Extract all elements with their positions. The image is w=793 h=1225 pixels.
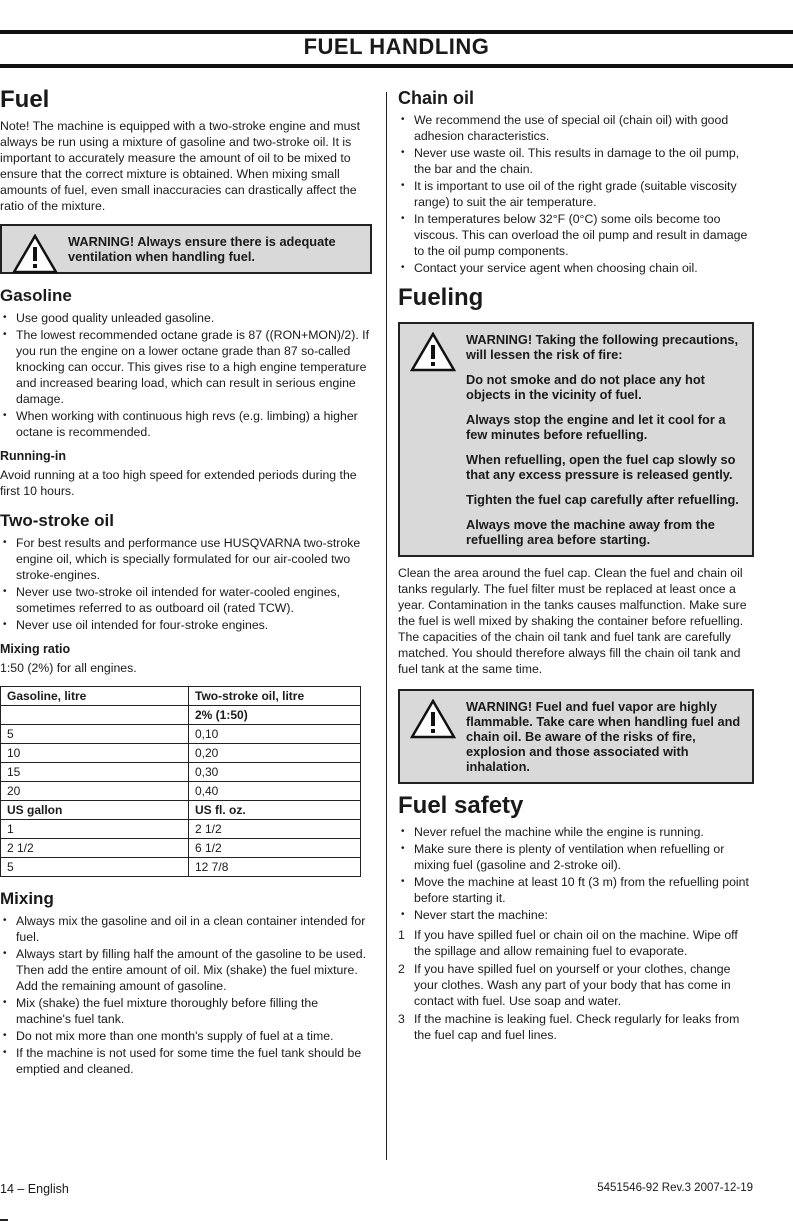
- warning-line: Tighten the fuel cap carefully after refuelling.: [466, 492, 739, 507]
- numbered-item: 1 If you have spilled fuel or chain oil on the machine. Wipe off the spillage and allow remaining fuel to evaporate.: [398, 928, 738, 958]
- mixing-list: [0, 913, 372, 1077]
- two-stroke-oil-list: [0, 535, 372, 633]
- list-item: • Move the machine at least 10 ft (3 m) from the refuelling point before starting it.: [398, 874, 754, 906]
- warning-triangle-icon: [410, 332, 456, 372]
- table-cell: 0,40: [189, 782, 361, 801]
- chain-oil-heading: Chain oil: [398, 88, 474, 108]
- fuel-safety-list: [398, 824, 754, 923]
- header-bottom-rule: [0, 64, 793, 68]
- warning-line: Do not smoke and do not place any hot objects in the vicinity of fuel.: [466, 372, 705, 402]
- table-row: [1, 839, 361, 858]
- ventilation-warning-box: [0, 224, 372, 274]
- running-in-paragraph: Avoid running at a too high speed for extended periods during the first 10 hours.: [0, 468, 357, 498]
- list-item: • Always start by filling half the amount of the gasoline to be used. Then add the entire amount of oil. Mix (shake) the fuel mixture. Add the remaining amount of gasoline.: [0, 946, 372, 994]
- warning-triangle-icon: [12, 234, 58, 274]
- mixing-ratio-heading: Mixing ratio: [0, 642, 71, 656]
- list-item: • In temperatures below 32°F (0°C) some oils become too viscous. This can overload the oil pump and result in damage to the oil pump components.: [398, 211, 754, 259]
- page-title: FUEL HANDLING: [303, 34, 490, 59]
- table-cell: Gasoline, litre: [1, 687, 189, 706]
- list-item: • Make sure there is plenty of ventilation when refuelling or mixing fuel (gasoline and 2-stroke oil).: [398, 841, 754, 873]
- table-cell: US fl. oz.: [189, 801, 361, 820]
- list-item: • Never start the machine:: [398, 907, 754, 923]
- gasoline-heading: Gasoline: [0, 286, 72, 305]
- mixing-heading: Mixing: [0, 889, 54, 908]
- table-cell: 1: [1, 820, 189, 839]
- warning-line: WARNING! Taking the following precautions, will lessen the risk of fire:: [466, 332, 739, 362]
- numbered-item: 2 If you have spilled fuel on yourself or your clothes, change your clothes. Wash any part of your body that has come in contact with fuel. Use soap and water.: [398, 962, 731, 1008]
- table-row: [1, 763, 361, 782]
- table-cell: US gallon: [1, 801, 189, 820]
- page-number: 14 – English: [0, 1182, 69, 1196]
- table-cell: 0,10: [189, 725, 361, 744]
- list-item: • Never use two-stroke oil intended for water-cooled engines, sometimes referred to as outboard oil (rated TCW).: [0, 584, 372, 616]
- table-cell: 0,30: [189, 763, 361, 782]
- list-item: • Mix (shake) the fuel mixture thoroughly before filling the machine's fuel tank.: [0, 995, 372, 1027]
- list-item: • For best results and performance use HUSQVARNA two-stroke engine oil, which is specially formulated for our air-cooled two stroke-engines.: [0, 535, 372, 583]
- mixing-ratio-paragraph: 1:50 (2%) for all engines.: [0, 661, 137, 675]
- list-item: • Never refuel the machine while the engine is running.: [398, 824, 754, 840]
- warning-line: Always stop the engine and let it cool for a few minutes before refuelling.: [466, 412, 726, 442]
- table-row: [1, 706, 361, 725]
- crop-mark: [0, 1219, 8, 1221]
- list-item: • We recommend the use of special oil (chain oil) with good adhesion characteristics.: [398, 112, 754, 144]
- table-row: [1, 725, 361, 744]
- warning-line: When refuelling, open the fuel cap slowly so that any excess pressure is released gently.: [466, 452, 736, 482]
- running-in-heading: Running-in: [0, 449, 66, 463]
- table-row: [1, 801, 361, 820]
- table-row: [1, 820, 361, 839]
- list-item: • When working with continuous high revs (e.g. limbing) a higher octane is recommended.: [0, 408, 372, 440]
- table-row: [1, 858, 361, 877]
- two-stroke-oil-heading: Two-stroke oil: [0, 511, 114, 530]
- table-cell: 5: [1, 858, 189, 877]
- table-cell: 15: [1, 763, 189, 782]
- left-column: [0, 82, 372, 1081]
- fueling-heading: Fueling: [398, 284, 484, 311]
- chain-oil-list: [398, 112, 754, 276]
- table-cell: [1, 706, 189, 725]
- numbered-item: 3 If the machine is leaking fuel. Check regularly for leaks from the fuel cap and fuel lines.: [398, 1012, 740, 1042]
- right-column: [398, 82, 754, 1045]
- list-item: • Do not mix more than one month's supply of fuel at a time.: [0, 1028, 372, 1044]
- gasoline-list: [0, 310, 372, 440]
- list-item: • Always mix the gasoline and oil in a clean container intended for fuel.: [0, 913, 372, 945]
- flammable-warning-text: WARNING! Fuel and fuel vapor are highly flammable. Take care when handling fuel and chain oil. Be aware of the risks of fire, explosion and those associated with inhalation.: [466, 699, 741, 774]
- table-row: [1, 744, 361, 763]
- mixing-ratio-table: [0, 686, 361, 877]
- fuel-safety-numbered-list: [398, 927, 754, 1043]
- table-cell: 2% (1:50): [189, 706, 361, 725]
- table-cell: 20: [1, 782, 189, 801]
- ventilation-warning-text: WARNING! Always ensure there is adequate ventilation when handling fuel.: [68, 234, 336, 264]
- warning-triangle-icon: [410, 699, 456, 739]
- fire-risk-warning-box: [398, 322, 754, 557]
- flammable-warning-box: [398, 689, 754, 784]
- list-item: • If the machine is not used for some time the fuel tank should be emptied and cleaned.: [0, 1045, 372, 1077]
- fuel-heading: Fuel: [0, 86, 50, 113]
- warning-line: Always move the machine away from the refuelling area before starting.: [466, 517, 715, 547]
- table-cell: Two-stroke oil, litre: [189, 687, 361, 706]
- table-row: [1, 687, 361, 706]
- table-cell: 10: [1, 744, 189, 763]
- fuel-paragraph: Note! The machine is equipped with a two-stroke engine and must always be run using a mixture of gasoline and two-stroke oil. It is important to accurately measure the amount of oil to be mixed to ensure that the correct mixture is obtained. When mixing small amounts of fuel, even small inaccuracies can drastically affect the ratio of the mixture.: [0, 119, 361, 213]
- table-cell: 2 1/2: [189, 820, 361, 839]
- list-item: • Never use waste oil. This results in damage to the oil pump, the bar and the chain.: [398, 145, 754, 177]
- list-item: • Never use oil intended for four-stroke engines.: [0, 617, 372, 633]
- table-row: [1, 782, 361, 801]
- table-cell: 6 1/2: [189, 839, 361, 858]
- table-cell: 2 1/2: [1, 839, 189, 858]
- list-item: • Use good quality unleaded gasoline.: [0, 310, 372, 326]
- list-item: • It is important to use oil of the right grade (suitable viscosity range) to suit the air temperature.: [398, 178, 754, 210]
- table-cell: 0,20: [189, 744, 361, 763]
- table-cell: 12 7/8: [189, 858, 361, 877]
- table-cell: 5: [1, 725, 189, 744]
- fueling-paragraph: Clean the area around the fuel cap. Clean the fuel and chain oil tanks regularly. The fuel filter must be replaced at least once a year. Contamination in the tanks causes malfunction. Make sure the fuel is well mixed by shaking the container before refuelling. The capacities of the chain oil tank and fuel tank are carefully matched. You should therefore always fill the chain oil tank and fuel tank at the same time.: [398, 566, 747, 676]
- list-item: • The lowest recommended octane grade is 87 ((RON+MON)/2). If you run the engine on a lower octane grade than 87 so-called knocking can occur. This gives rise to a high engine temperature and increased bearing load, which can result in serious engine damage.: [0, 327, 372, 407]
- document-revision: 5451546-92 Rev.3 2007-12-19: [597, 1182, 753, 1194]
- list-item: • Contact your service agent when choosing chain oil.: [398, 260, 754, 276]
- column-divider: [386, 92, 387, 1160]
- fuel-safety-heading: Fuel safety: [398, 792, 524, 819]
